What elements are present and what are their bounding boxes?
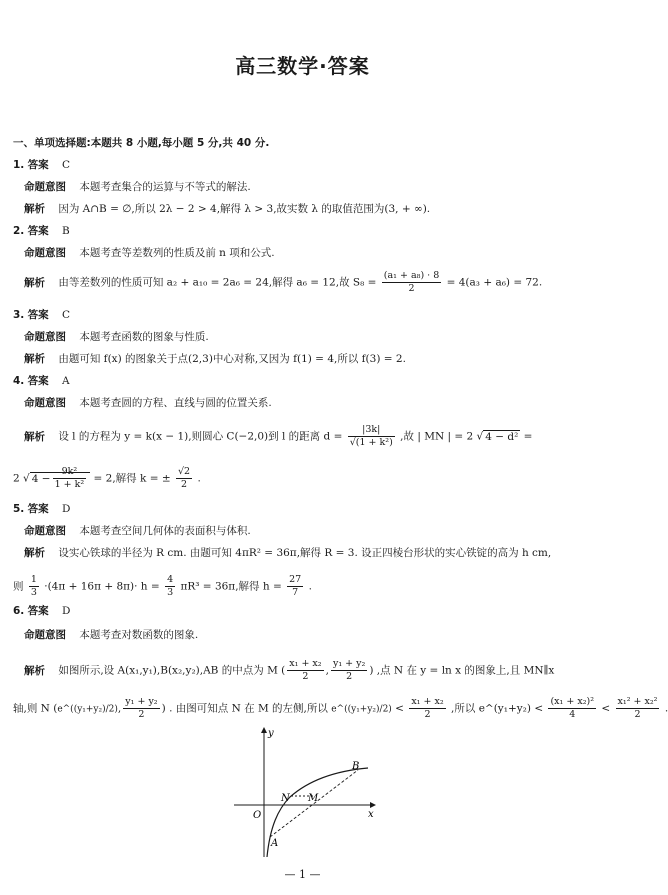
q6-line2-a: 轴,则 N xyxy=(13,702,50,715)
q5-line2-a: 则 xyxy=(13,580,24,593)
q2-answer-line xyxy=(13,224,70,238)
q2-answer-label: 答案 xyxy=(27,225,49,237)
q4-intent: 本题考查圆的方程、直线与圆的位置关系. xyxy=(79,397,272,409)
q5-line2-d: . xyxy=(308,580,312,593)
q6-frac3-den: 2 xyxy=(138,709,145,720)
q2-num: 2. xyxy=(13,225,25,237)
q6-analysis-line: 解析 如图所示,设 A(x₁,y₁),B(x₂,y₂),AB 的中点为 M ( $\frac{\text{x₁ + x₂}}{2}$ , $\frac{\text{y₁ + y₂}}{2}$ ) ,点 N 在 y = ln x 的图象上,且 MN∥x xyxy=(24,658,555,682)
point-a-label: A xyxy=(271,838,279,849)
q6-frac6-den: 2 xyxy=(634,709,641,720)
q3-answer-label: 答案 xyxy=(27,309,49,321)
q6-intent: 本题考查对数函数的图象. xyxy=(79,629,199,641)
point-n-label: N xyxy=(281,793,290,804)
q6-frac5-num: (x₁ + x₂)² xyxy=(550,696,595,707)
q1-answer: C xyxy=(61,159,71,171)
q6-fraction-5 xyxy=(548,696,596,721)
q5-analysis: 设实心铁球的半径为 R cm. 由题可知 4πR² = 36π,解得 R = 3. 设正四棱台形状的实心铁锭的高为 h cm, xyxy=(58,547,552,559)
q4-answer-label: 答案 xyxy=(27,375,49,387)
q3-intent-label: 命题意图 xyxy=(24,331,66,343)
point-b-label: B xyxy=(352,761,360,772)
q5-frac2-num: 4 xyxy=(167,574,174,585)
q5-answer: D xyxy=(61,503,71,515)
q4-frac2-num: 9k² xyxy=(53,466,87,479)
x-axis-label: x xyxy=(368,809,374,820)
q2-frac-den: 2 xyxy=(408,283,415,294)
q4-line2-b: = 2,解得 k = ± xyxy=(93,472,171,485)
q5-frac3-num: 27 xyxy=(289,574,302,585)
q1-answer-line xyxy=(13,158,70,172)
page-title: 高三数学·答案 xyxy=(235,54,370,78)
q6-fraction-2 xyxy=(331,658,367,683)
q4-intent-label: 命题意图 xyxy=(24,397,66,409)
q3-analysis: 由题可知 f(x) 的图象关于点(2,3)中心对称,又因为 f(1) = 4,所以 f(3) = 2. xyxy=(58,353,406,365)
q6-exp-1: e^((y₁+y₂)/2) xyxy=(57,704,118,715)
x-axis-arrow xyxy=(370,802,376,808)
point-m-label: M xyxy=(308,793,319,804)
q4-fraction-2 xyxy=(53,466,87,491)
q1-analysis: 因为 A∩B = ∅,所以 2λ − 2 > 4,解得 λ > 3,故实数 λ 的取值范围为(3, + ∞). xyxy=(58,203,431,215)
page-number: — 1 — xyxy=(284,868,321,881)
q4-line2-c: . xyxy=(197,472,201,485)
q3-analysis-line xyxy=(24,352,406,366)
q4-line2-a: 2 xyxy=(13,472,20,485)
q4-frac1-den: √(1 + k²) xyxy=(349,437,393,448)
q6-answer-line xyxy=(13,604,70,618)
q6-intent-line xyxy=(24,628,198,642)
q6-fraction-1 xyxy=(287,658,323,683)
q5-frac1-den: 3 xyxy=(30,587,37,598)
q4-analysis-label: 解析 xyxy=(24,430,45,443)
q4-frac3-num: √2 xyxy=(177,466,191,477)
q1-analysis-line xyxy=(24,202,430,216)
q5-fraction-2 xyxy=(165,574,175,599)
q1-intent: 本题考查集合的运算与不等式的解法. xyxy=(79,181,251,193)
q6-line2-f: . xyxy=(664,702,668,715)
q6-frac1-num: x₁ + x₂ xyxy=(289,658,322,669)
y-axis-label: y xyxy=(268,728,274,739)
q5-num: 5. xyxy=(13,503,25,515)
q6-num: 6. xyxy=(13,605,25,617)
q3-num: 3. xyxy=(13,309,25,321)
q5-line2-c: πR³ = 36π,解得 h = xyxy=(180,580,282,593)
q1-analysis-label: 解析 xyxy=(24,203,45,215)
q4-fraction-3 xyxy=(176,466,192,491)
q6-analysis-b: ,点 N 在 y = ln x 的图象上,且 MN∥x xyxy=(376,664,555,677)
q6-frac4-den: 2 xyxy=(424,709,431,720)
ln-curve xyxy=(267,768,368,857)
q1-intent-label: 命题意图 xyxy=(24,181,66,193)
q4-analysis-line xyxy=(24,424,532,449)
q4-sqrt1-body: 4 − d² xyxy=(485,430,519,443)
q4-intent-line xyxy=(24,396,272,410)
q6-analysis-line-2: 轴,则 N (e^((y₁+y₂)/2), $\frac{\text{y₁ + y₂}}{2}$ ) . 由图可知点 N 在 M 的左侧,所以 e^((y₁+y₂)/2) < $\frac{\text{x₁ + x₂}}{2}$ ,所以 e^(y₁+y₂) < $\frac{\text{(x₁ + x₂)²}}{4}$ < $\frac{\text{x₁² + x₂²}}{2}$ . xyxy=(13,696,668,720)
q4-fraction-1 xyxy=(348,424,395,449)
q5-answer-line xyxy=(13,502,70,516)
q4-sqrt2-a: 4 − xyxy=(31,472,51,485)
q2-analysis-line xyxy=(24,270,542,295)
origin-label: O xyxy=(253,810,262,821)
q5-fraction-3 xyxy=(287,574,303,599)
q6-line2-e: < xyxy=(601,702,611,715)
q4-analysis-b: ,故 | MN | = 2 xyxy=(400,430,474,443)
q3-intent: 本题考查函数的图象与性质. xyxy=(79,331,209,343)
q6-exp-2: e^((y₁+y₂)/2) xyxy=(331,704,392,715)
q6-line2-c: < xyxy=(395,702,404,715)
q4-analysis-line-2 xyxy=(13,466,201,491)
q2-intent-line xyxy=(24,246,275,260)
q2-fraction xyxy=(382,270,441,295)
q6-frac2-num: y₁ + y₂ xyxy=(332,658,366,669)
q2-analysis-label: 解析 xyxy=(24,276,45,289)
q6-frac3-num: y₁ + y₂ xyxy=(125,696,158,707)
q6-fraction-3 xyxy=(123,696,159,721)
q4-num: 4. xyxy=(13,375,25,387)
q6-line2-d: ,所以 e^(y₁+y₂) < xyxy=(451,702,544,715)
y-axis-arrow xyxy=(261,727,267,733)
q5-intent-label: 命题意图 xyxy=(24,525,66,537)
q5-frac1-num: 1 xyxy=(30,574,37,585)
q6-fraction-6 xyxy=(616,696,660,721)
q5-intent-line xyxy=(24,524,251,538)
q6-line2-b: . 由图可知点 N 在 M 的左侧,所以 xyxy=(169,702,328,715)
q3-analysis-label: 解析 xyxy=(24,353,45,365)
q4-frac1-num: |3k| xyxy=(348,424,395,437)
q5-analysis-line xyxy=(24,546,551,560)
q5-intent: 本题考查空间几何体的表面积与体积. xyxy=(79,525,251,537)
q5-line2-b: ·(4π + 16π + 8π)· h = xyxy=(44,580,160,593)
section-heading: 一、单项选择题:本题共 8 小题,每小题 5 分,共 40 分. xyxy=(13,137,270,149)
q6-frac5-den: 4 xyxy=(569,709,576,720)
q6-answer-label: 答案 xyxy=(27,605,49,617)
q4-analysis-c: = xyxy=(523,430,533,443)
q6-intent-label: 命题意图 xyxy=(24,629,66,641)
q2-answer: B xyxy=(61,225,70,237)
q4-answer-line xyxy=(13,374,70,388)
q5-answer-label: 答案 xyxy=(27,503,49,515)
q6-frac4-num: x₁ + x₂ xyxy=(411,696,444,707)
q6-fraction-4 xyxy=(409,696,445,721)
q6-analysis-label: 解析 xyxy=(24,664,45,677)
q6-frac6-num: x₁² + x₂² xyxy=(617,696,658,707)
q1-answer-label: 答案 xyxy=(27,159,49,171)
q4-frac3-den: 2 xyxy=(181,479,188,490)
q4-answer: A xyxy=(61,375,70,387)
q3-intent-line xyxy=(24,330,209,344)
q2-intent: 本题考查等差数列的性质及前 n 项和公式. xyxy=(79,247,275,259)
q3-answer-line xyxy=(13,308,70,322)
q2-analysis-a: 由等差数列的性质可知 a₂ + a₁₀ = 2a₆ = 24,解得 a₆ = 12,故 S₈ = xyxy=(58,276,377,289)
q6-frac1-den: 2 xyxy=(302,671,309,682)
q4-frac2-den: 1 + k² xyxy=(54,479,85,490)
q1-num: 1. xyxy=(13,159,25,171)
q3-answer: C xyxy=(61,309,71,321)
q1-intent-line xyxy=(24,180,251,194)
q5-frac2-den: 3 xyxy=(167,587,174,598)
q4-analysis-a: 设 l 的方程为 y = k(x − 1),则圆心 C(−2,0)到 l 的距离 d = xyxy=(58,430,343,443)
q5-analysis-label: 解析 xyxy=(24,547,45,559)
q2-analysis-b: = 4(a₃ + a₆) = 72. xyxy=(446,276,543,289)
q4-sqrt-2: √ 4 − $\frac{\text{9k²}}{\text{1 + k²}}$ xyxy=(23,472,90,485)
q4-sqrt-1: √ 4 − d² xyxy=(476,430,519,443)
q6-analysis-a: 如图所示,设 A(x₁,y₁),B(x₂,y₂),AB 的中点为 M xyxy=(58,664,278,677)
q2-frac-num: (a₁ + a₈) · 8 xyxy=(383,270,440,281)
ln-graph-figure xyxy=(230,725,380,860)
q6-answer: D xyxy=(61,605,71,617)
q5-analysis-line-2 xyxy=(13,574,312,599)
q6-frac2-den: 2 xyxy=(346,671,353,682)
q5-fraction-1 xyxy=(29,574,39,599)
q2-intent-label: 命题意图 xyxy=(24,247,66,259)
q4-sqrt2-body xyxy=(30,466,90,490)
q5-frac3-den: 7 xyxy=(292,587,299,598)
